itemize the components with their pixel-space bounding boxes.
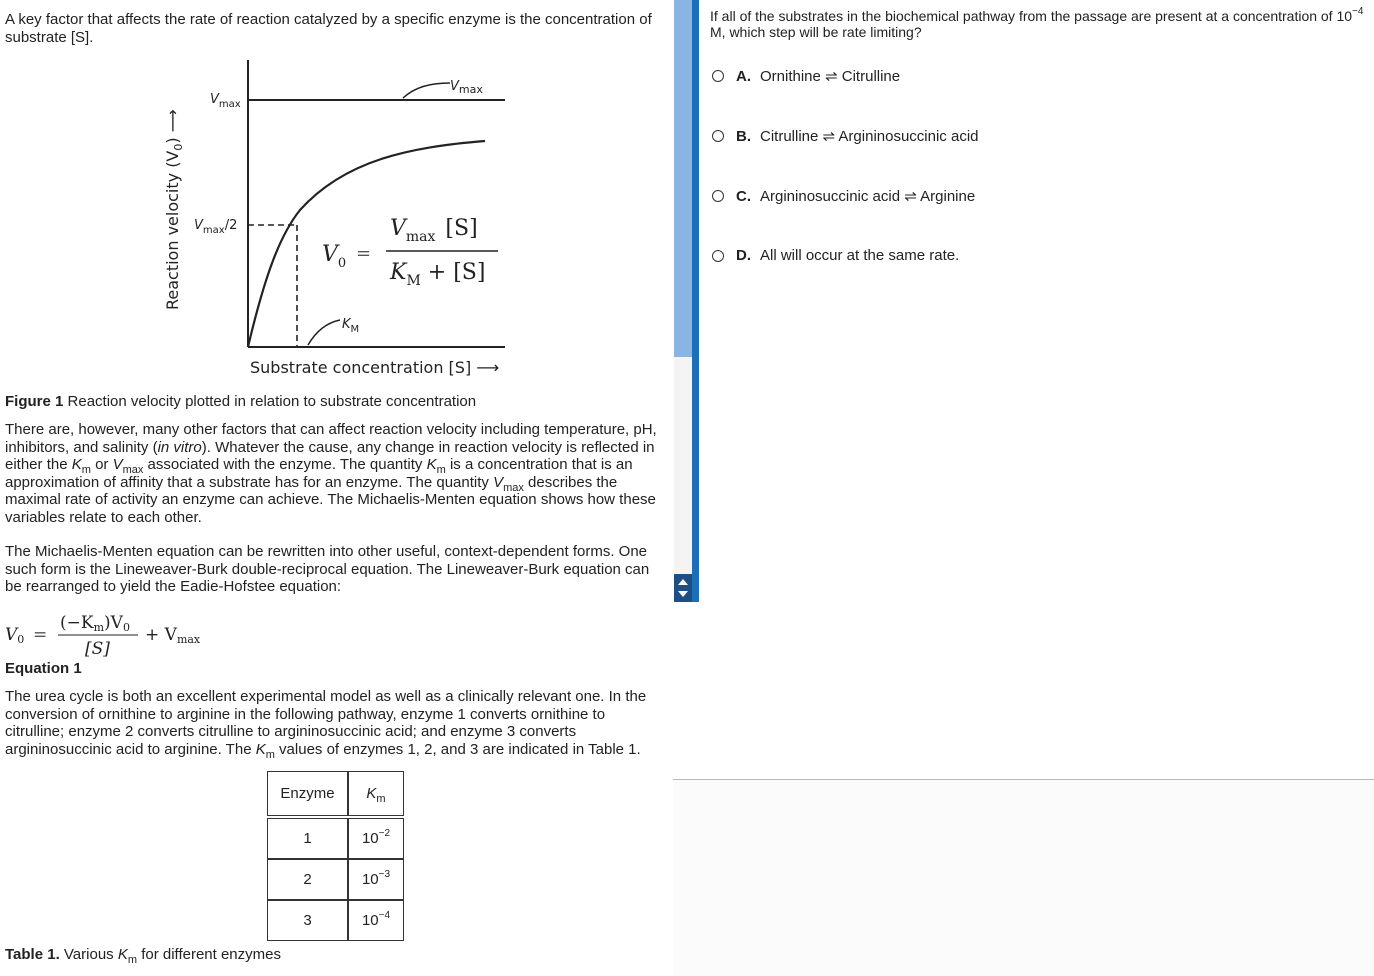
- question-stem: If all of the substrates in the biochemical pathway from the passage are present at a concentration of $10^{-4}$ M, which step will be rate limiting?: [710, 6, 1364, 40]
- vmax-tick-label: $V_{max}$: [210, 92, 241, 110]
- scroll-up-arrow-icon[interactable]: [678, 579, 688, 585]
- radio-button-icon[interactable]: [712, 70, 724, 82]
- option-letter: B.: [736, 127, 751, 145]
- table-cell-km: $10^{-2}$: [348, 818, 404, 859]
- option-a[interactable]: [712, 67, 900, 85]
- km-callout-line: [308, 320, 340, 345]
- vmax-callout-line: [403, 83, 450, 98]
- table-cell-enzyme: 2: [267, 859, 348, 900]
- option-text: Citrulline ⇌ Argininosuccinic acid: [760, 128, 979, 145]
- table-header-row: [267, 771, 404, 816]
- x-axis-label: Substrate concentration [S] ⟶: [250, 358, 500, 377]
- paragraph-urea-cycle: The urea cycle is both an excellent experimental model as well as a clinically relevant one. In the conversion of ornithine to arginine in the following pathway, enzyme 1 converts ornithine to citrulline; enzyme 2 converts citrulline to argininosuccinic acid; and enzyme 3 converts argininosuccinic acid to arginine. The $K_m$ values of enzymes 1, 2, and 3 are indicated in Table 1.: [5, 688, 647, 761]
- option-letter: D.: [736, 247, 751, 264]
- table-row: [267, 859, 404, 900]
- svg-text:V0: V0: [5, 625, 25, 646]
- table-header-enzyme: Enzyme: [267, 771, 348, 816]
- option-d[interactable]: [712, 247, 959, 264]
- svg-text:+ Vmax: + Vmax: [145, 625, 201, 646]
- km-table: [267, 771, 404, 941]
- option-text: Argininosuccinic acid ⇌ Arginine: [760, 188, 976, 205]
- scroll-arrow-buttons[interactable]: [674, 574, 692, 602]
- paragraph-factors: There are, however, many other factors that can affect reaction velocity including temperature, pH, inhibitors, and salinity (in vitro). Whatever the cause, any change in reaction velocity is reflected in either the $K_m$ or $V_{max}$ associated with the enzyme. The quantity $K_m$ is a concentration that is an approximation of affinity that a substrate has for an enzyme. The quantity $V_{max}$ describes the maximal rate of activity an enzyme can achieve. The Michaelis-Menten equation shows how these variables relate to each other.: [5, 421, 657, 526]
- table-cell-enzyme: 3: [267, 900, 348, 941]
- passage-panel: [0, 0, 674, 976]
- table-row: [267, 818, 404, 859]
- option-c[interactable]: [712, 187, 975, 205]
- paragraph-eadie-hofstee: The Michaelis-Menten equation can be rewritten into other useful, context-dependent forms. One such form is the Lineweaver-Burk double-reciprocal equation. The Lineweaver-Burk equation can be rearranged to yield the Eadie-Hofstee equation:: [5, 543, 650, 595]
- table-header-km: $K_m$: [348, 771, 404, 816]
- svg-text:[S]: [S]: [85, 639, 110, 659]
- lower-blank-area: [673, 780, 1374, 976]
- michaelis-menten-figure: [150, 55, 510, 385]
- table-row: [267, 900, 404, 941]
- radio-button-icon[interactable]: [712, 130, 724, 142]
- table-caption: Table 1. Various $K_m$ for different enzymes: [5, 946, 281, 966]
- km-callout-label: $K_M$: [342, 317, 360, 335]
- scroll-down-arrow-icon[interactable]: [678, 591, 688, 597]
- figure-eq-denominator: $K_M + [S]$: [390, 260, 486, 289]
- table-cell-km: $10^{-3}$: [348, 859, 404, 900]
- panel-divider-bar: [692, 0, 699, 602]
- option-b[interactable]: [712, 127, 979, 145]
- option-text: Ornithine ⇌ Citrulline: [760, 68, 901, 85]
- passage-intro: A key factor that affects the rate of reaction catalyzed by a specific enzyme is the concentration of substrate [S].: [5, 11, 652, 46]
- figure-caption: Figure 1 Reaction velocity plotted in relation to substrate concentration: [5, 393, 477, 410]
- passage-scrollbar[interactable]: [674, 0, 700, 602]
- y-axis-label: Reaction velocity $(V_0)$ ⟶: [163, 109, 185, 310]
- eadie-hofstee-equation: [5, 608, 305, 663]
- equation-label: Equation 1: [5, 660, 82, 677]
- option-letter: C.: [736, 187, 751, 205]
- scrollbar-thumb[interactable]: [674, 0, 692, 357]
- half-vmax-tick-label: $V_{max}/2$: [194, 218, 238, 236]
- svg-text:=: =: [33, 625, 48, 645]
- svg-text:(−Km)V0: (−Km)V0: [60, 613, 130, 634]
- figure-eq-numerator: $V_{max}$ [S]: [390, 216, 478, 245]
- figure-eq-equals: =: [356, 243, 372, 264]
- option-text: All will occur at the same rate.: [760, 247, 960, 264]
- radio-button-icon[interactable]: [712, 250, 724, 262]
- option-letter: A.: [736, 67, 751, 85]
- figure-eq-lhs: $V_0$: [322, 242, 347, 271]
- table-cell-enzyme: 1: [267, 818, 348, 859]
- radio-button-icon[interactable]: [712, 190, 724, 202]
- vmax-callout-label: $V_{max}$: [450, 79, 483, 96]
- table-cell-km: $10^{-4}$: [348, 900, 404, 941]
